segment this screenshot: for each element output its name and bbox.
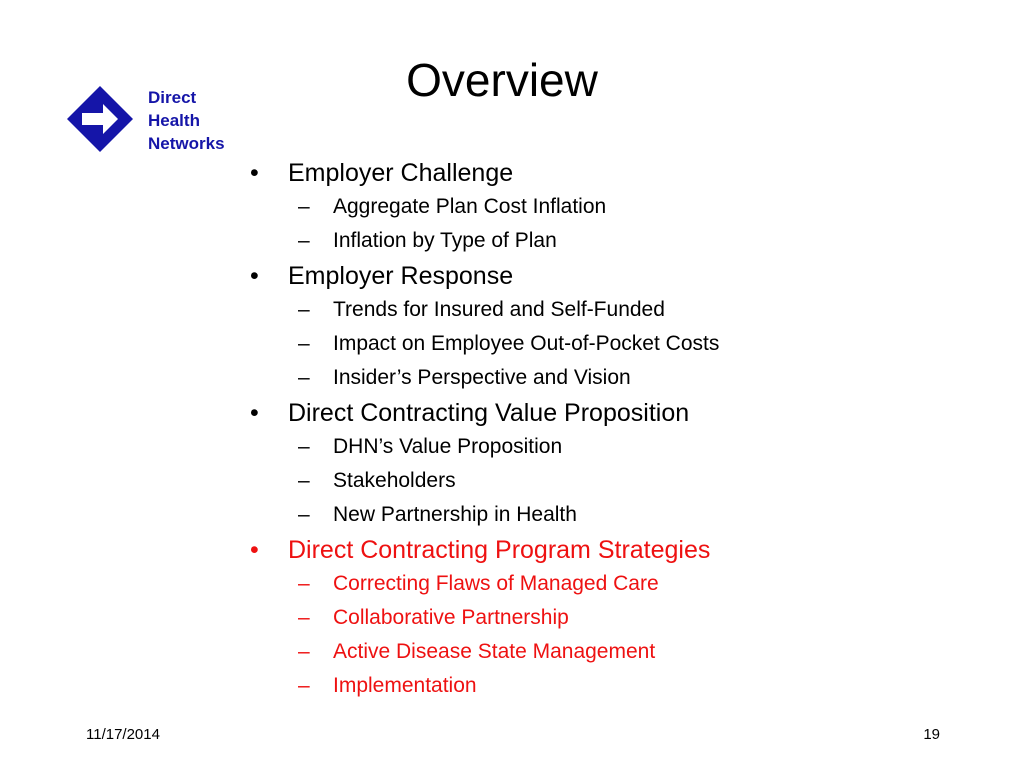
- bullet-text: Employer Challenge: [288, 159, 514, 187]
- logo-line-networks: Networks: [148, 134, 225, 153]
- dash-marker: –: [298, 606, 310, 629]
- bullet-marker: •: [250, 399, 259, 427]
- sub-bullet-item: [250, 464, 970, 498]
- sub-bullet-item: [250, 224, 970, 258]
- bullet-marker: •: [250, 159, 259, 187]
- sub-bullet-text: Collaborative Partnership: [333, 606, 569, 629]
- dash-marker: –: [298, 469, 310, 492]
- sub-bullet-item: [250, 567, 970, 601]
- bullet-text: Direct Contracting Value Proposition: [288, 399, 690, 427]
- sub-bullet-text: Implementation: [333, 674, 477, 697]
- sub-bullet-text: Trends for Insured and Self-Funded: [333, 298, 665, 321]
- dash-marker: –: [298, 435, 310, 458]
- sub-bullet-text: Stakeholders: [333, 469, 456, 492]
- footer-date: 11/17/2014: [86, 726, 160, 743]
- sub-bullet-item: [250, 361, 970, 395]
- dash-marker: –: [298, 366, 310, 389]
- sub-bullet-item: [250, 635, 970, 669]
- bullet-item: [250, 258, 970, 293]
- sub-bullet-text: DHN’s Value Proposition: [333, 435, 563, 458]
- sub-bullet-item: [250, 293, 970, 327]
- sub-bullet-item: [250, 190, 970, 224]
- bullet-item: [250, 155, 970, 190]
- sub-bullet-item: [250, 327, 970, 361]
- footer-page-number: 19: [923, 726, 940, 743]
- sub-bullet-text: Aggregate Plan Cost Inflation: [333, 195, 607, 218]
- dash-marker: –: [298, 503, 310, 526]
- bullet-item: [250, 395, 970, 430]
- dash-marker: –: [298, 640, 310, 663]
- dash-marker: –: [298, 674, 310, 697]
- sub-bullet-text: Correcting Flaws of Managed Care: [333, 572, 659, 595]
- sub-bullet-item: [250, 601, 970, 635]
- sub-bullet-text: Inflation by Type of Plan: [333, 229, 557, 252]
- sub-bullet-text: New Partnership in Health: [333, 503, 577, 526]
- dash-marker: –: [298, 332, 310, 355]
- slide-title-container: [0, 52, 1004, 108]
- dash-marker: –: [298, 572, 310, 595]
- dash-marker: –: [298, 298, 310, 321]
- logo-line-direct: Direct: [148, 88, 197, 107]
- dash-marker: –: [298, 195, 310, 218]
- sub-bullet-item: [250, 498, 970, 532]
- sub-bullet-item: [250, 669, 970, 703]
- slide-title: Overview: [406, 54, 598, 106]
- bullet-text: Employer Response: [288, 262, 514, 290]
- bullet-text: Direct Contracting Program Strategies: [288, 536, 711, 564]
- logo-line-health: Health: [148, 111, 200, 130]
- sub-bullet-text: Impact on Employee Out-of-Pocket Costs: [333, 332, 720, 355]
- sub-bullet-item: [250, 430, 970, 464]
- dash-marker: –: [298, 229, 310, 252]
- bullet-marker: •: [250, 262, 259, 290]
- bullet-item: [250, 532, 970, 567]
- sub-bullet-text: Insider’s Perspective and Vision: [333, 366, 631, 389]
- sub-bullet-text: Active Disease State Management: [333, 640, 656, 663]
- bullet-marker: •: [250, 536, 259, 564]
- bullet-list: [250, 155, 970, 703]
